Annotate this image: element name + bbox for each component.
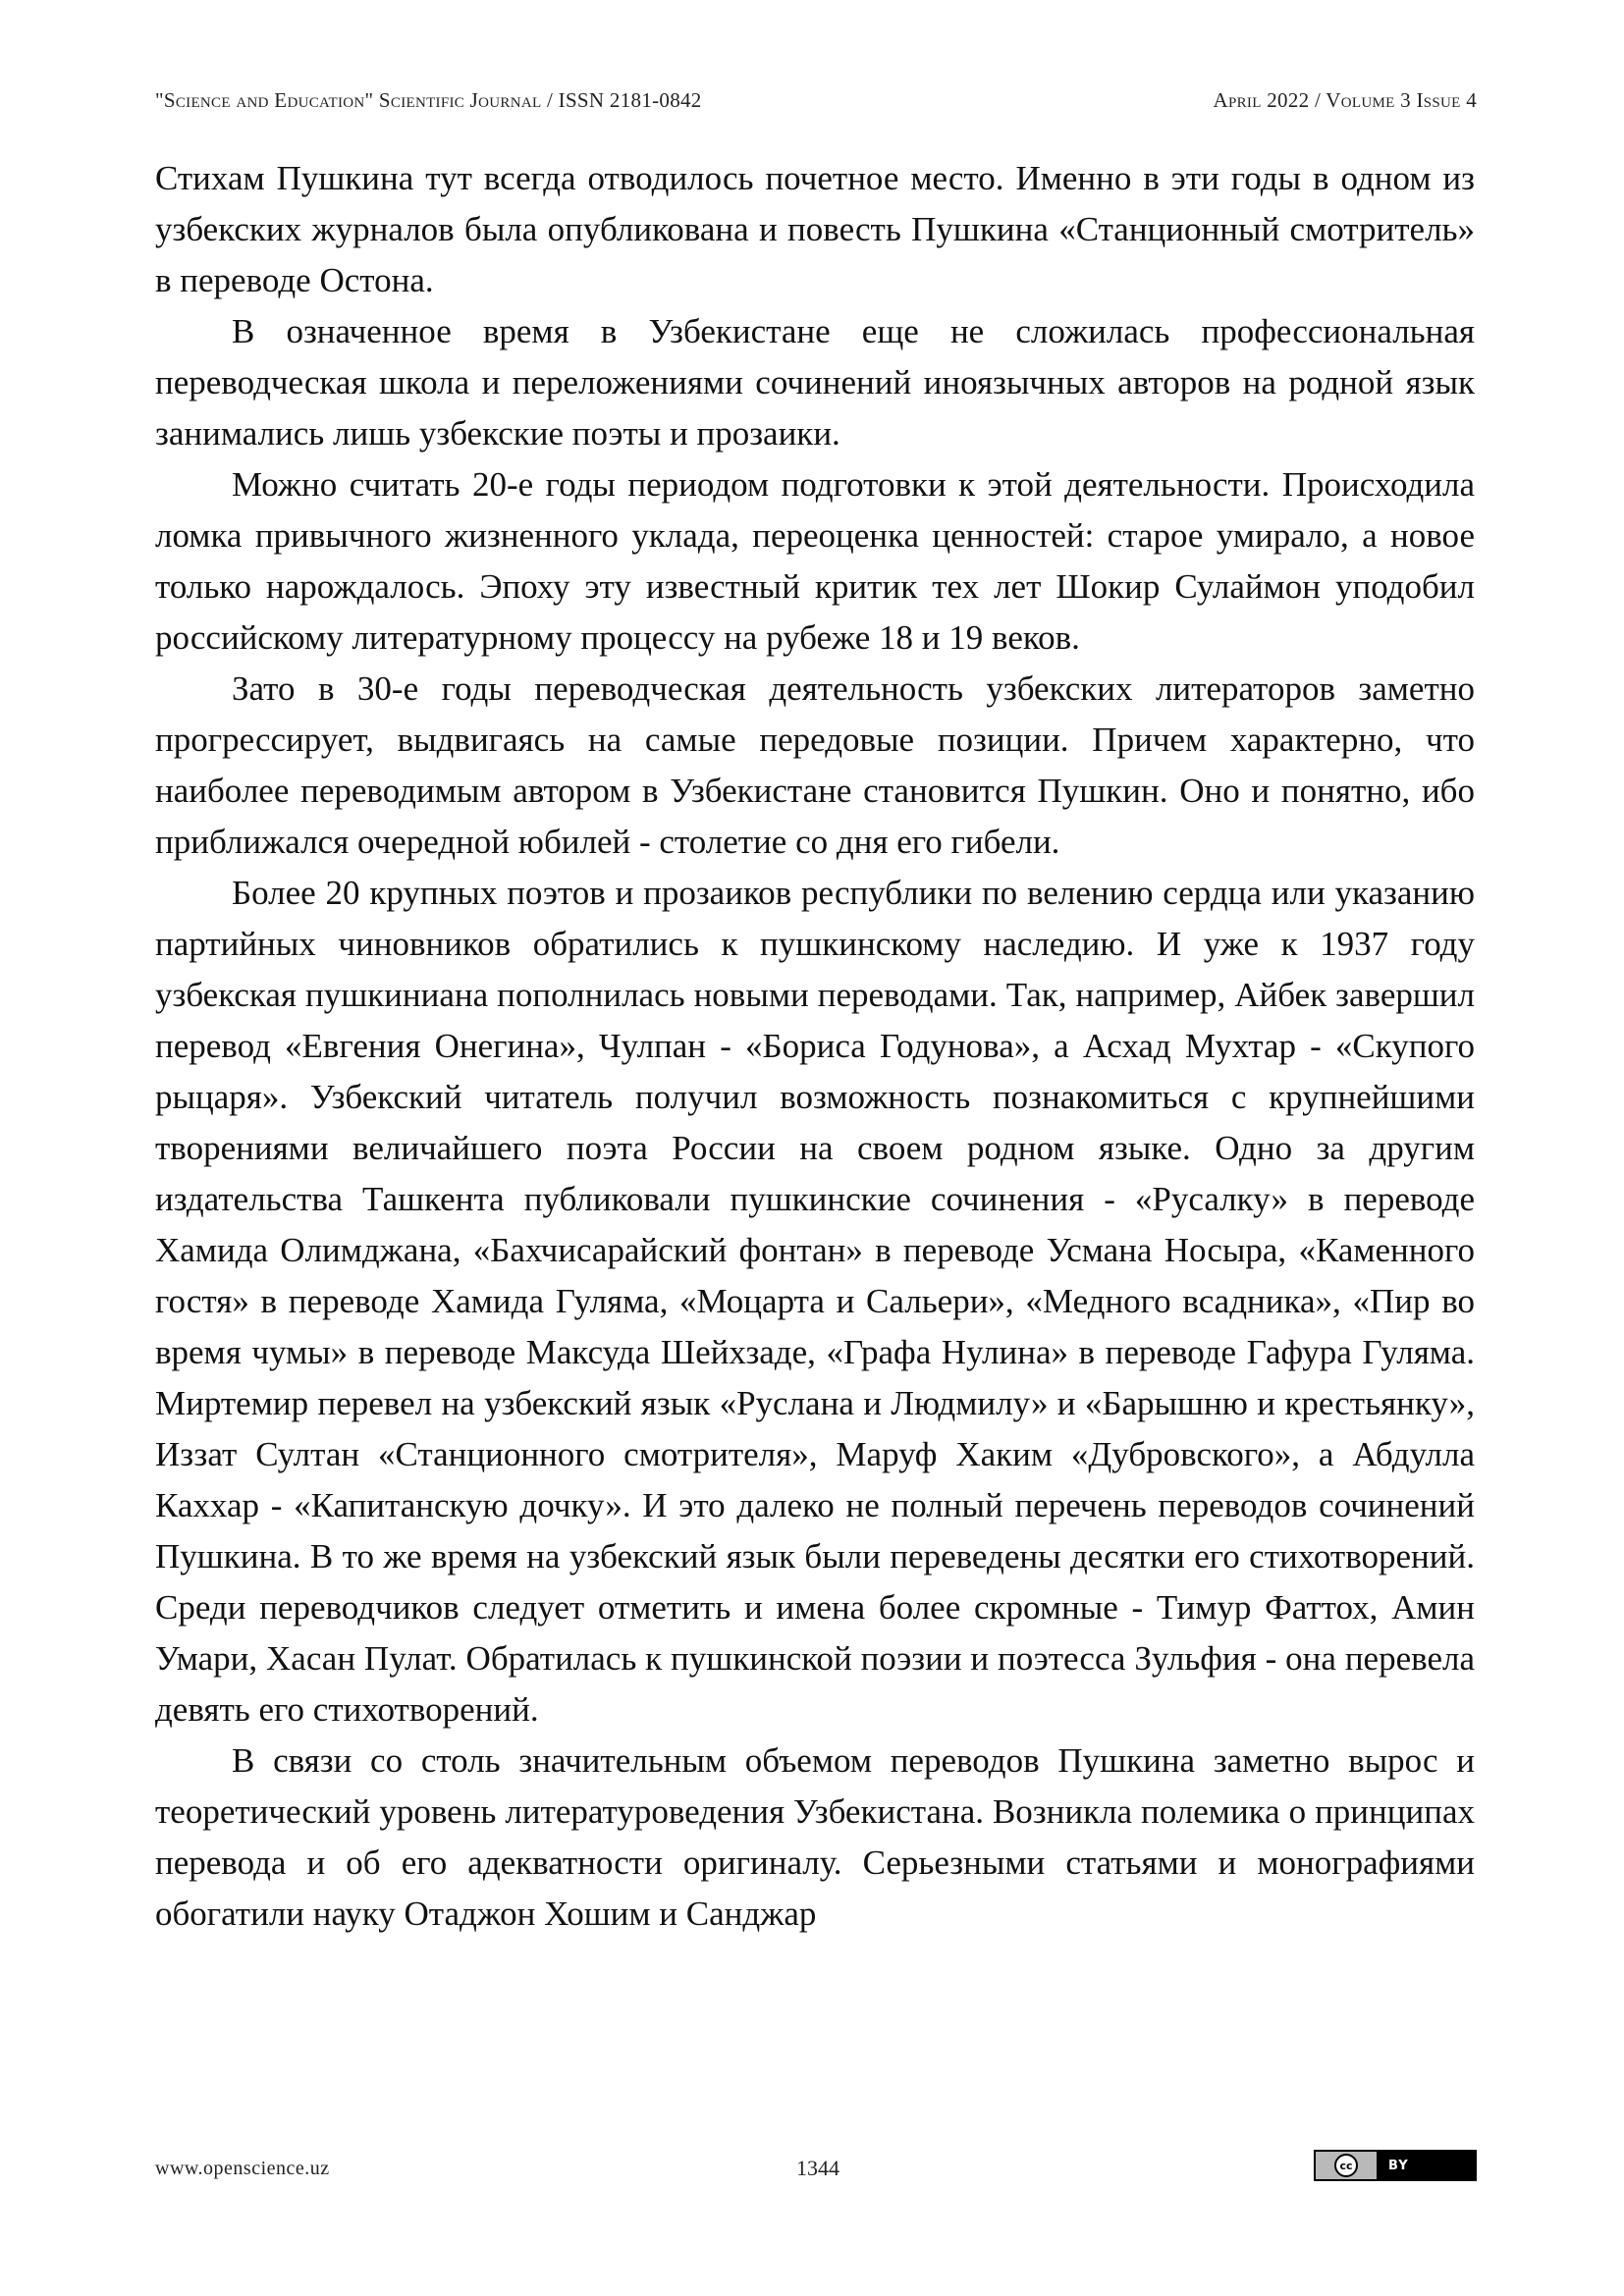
- attribution-label: BY: [1388, 2158, 1409, 2173]
- cc-icon-area: [1316, 2152, 1377, 2179]
- creative-commons-icon: cc: [1334, 2154, 1358, 2177]
- article-body: [155, 153, 1475, 1940]
- issue-info: April 2022 / Volume 3 Issue 4: [1213, 88, 1477, 112]
- paragraph: Стихам Пушкина тут всегда отводилось почетное место. Именно в эти годы в одном из узбекских журналов была опубликована и повесть Пушкина «Станционный смотритель» в переводе Остона.: [155, 159, 1475, 299]
- page-footer: [155, 2150, 1477, 2189]
- paragraph: Зато в 30-е годы переводческая деятельность узбекских литераторов заметно прогрессирует, выдвигаясь на самые передовые позиции. Причем характерно, что наиболее переводимым автором в Узбекистане становится Пушкин. Оно и понятно, ибо приближался очередной юбилей - столетие со дня его гибели.: [155, 669, 1475, 861]
- journal-title: "Science and Education" Scientific Journal / ISSN 2181-0842: [155, 88, 702, 112]
- page-number: 1344: [796, 2156, 839, 2180]
- page-header: [155, 88, 1477, 118]
- paragraph: В связи со столь значительным объемом переводов Пушкина заметно вырос и теоретический уровень литературоведения Узбекистана. Возникла полемика о принципах перевода и об его адекватности оригиналу. Серьезными статьями и монографиями обогатили науку Отаджон Хошим и Санджар: [155, 1741, 1475, 1933]
- website-link[interactable]: www.openscience.uz: [155, 2158, 330, 2179]
- paragraph: Более 20 крупных поэтов и прозаиков республики по велению сердца или указанию партийных чиновников обратились к пушкинскому наследию. И уже к 1937 году узбекская пушкиниана пополнилась новыми переводами. Так, например, Айбек завершил перевод «Евгения Онегина», Чулпан - «Бориса Годунова», а Асхад Мухтар - «Скупого рыцаря». Узбекский читатель получил возможность познакомиться с крупнейшими творениями величайшего поэта России на своем родном языке. Одно за другим издательства Ташкента публиковали пушкинские сочинения - «Русалку» в переводе Хамида Олимджана, «Бахчисарайский фонтан» в переводе Усмана Носыра, «Каменного гостя» в переводе Хамида Гуляма, «Моцарта и Сальери», «Медного всадника», «Пир во время чумы» в переводе Максуда Шейхзаде, «Графа Нулина» в переводе Гафура Гуляма. Миртемир перевел на узбекский язык «Руслана и Людмилу» и «Барышню и крестьянку», Иззат Султан «Станционного смотрителя», Маруф Хаким «Дубровского», а Абдулла Каххар - «Капитанскую дочку». И это далеко не полный перечень переводов сочинений Пушкина. В то же время на узбекский язык были переведены десятки его стихотворений. Среди переводчиков следует отметить и имена более скромные - Тимур Фаттох, Амин Умари, Хасан Пулат. Обратилась к пушкинской поэзии и поэтесса Зульфия - она перевела девять его стихотворений.: [155, 874, 1475, 1729]
- paragraph: В означенное время в Узбекистане еще не сложилась профессиональная переводческая школа и переложениями сочинений иноязычных авторов на родной язык занимались лишь узбекские поэты и прозаики.: [155, 312, 1475, 453]
- paragraph: Можно считать 20-е годы периодом подготовки к этой деятельности. Происходила ломка привычного жизненного уклада, переоценка ценностей: старое умирало, а новое только нарождалось. Эпоху эту известный критик тех лет Шокир Сулаймон уподобил российскому литературному процессу на рубеже 18 и 19 веков.: [155, 465, 1475, 657]
- cc-by-license-badge[interactable]: [1314, 2150, 1477, 2181]
